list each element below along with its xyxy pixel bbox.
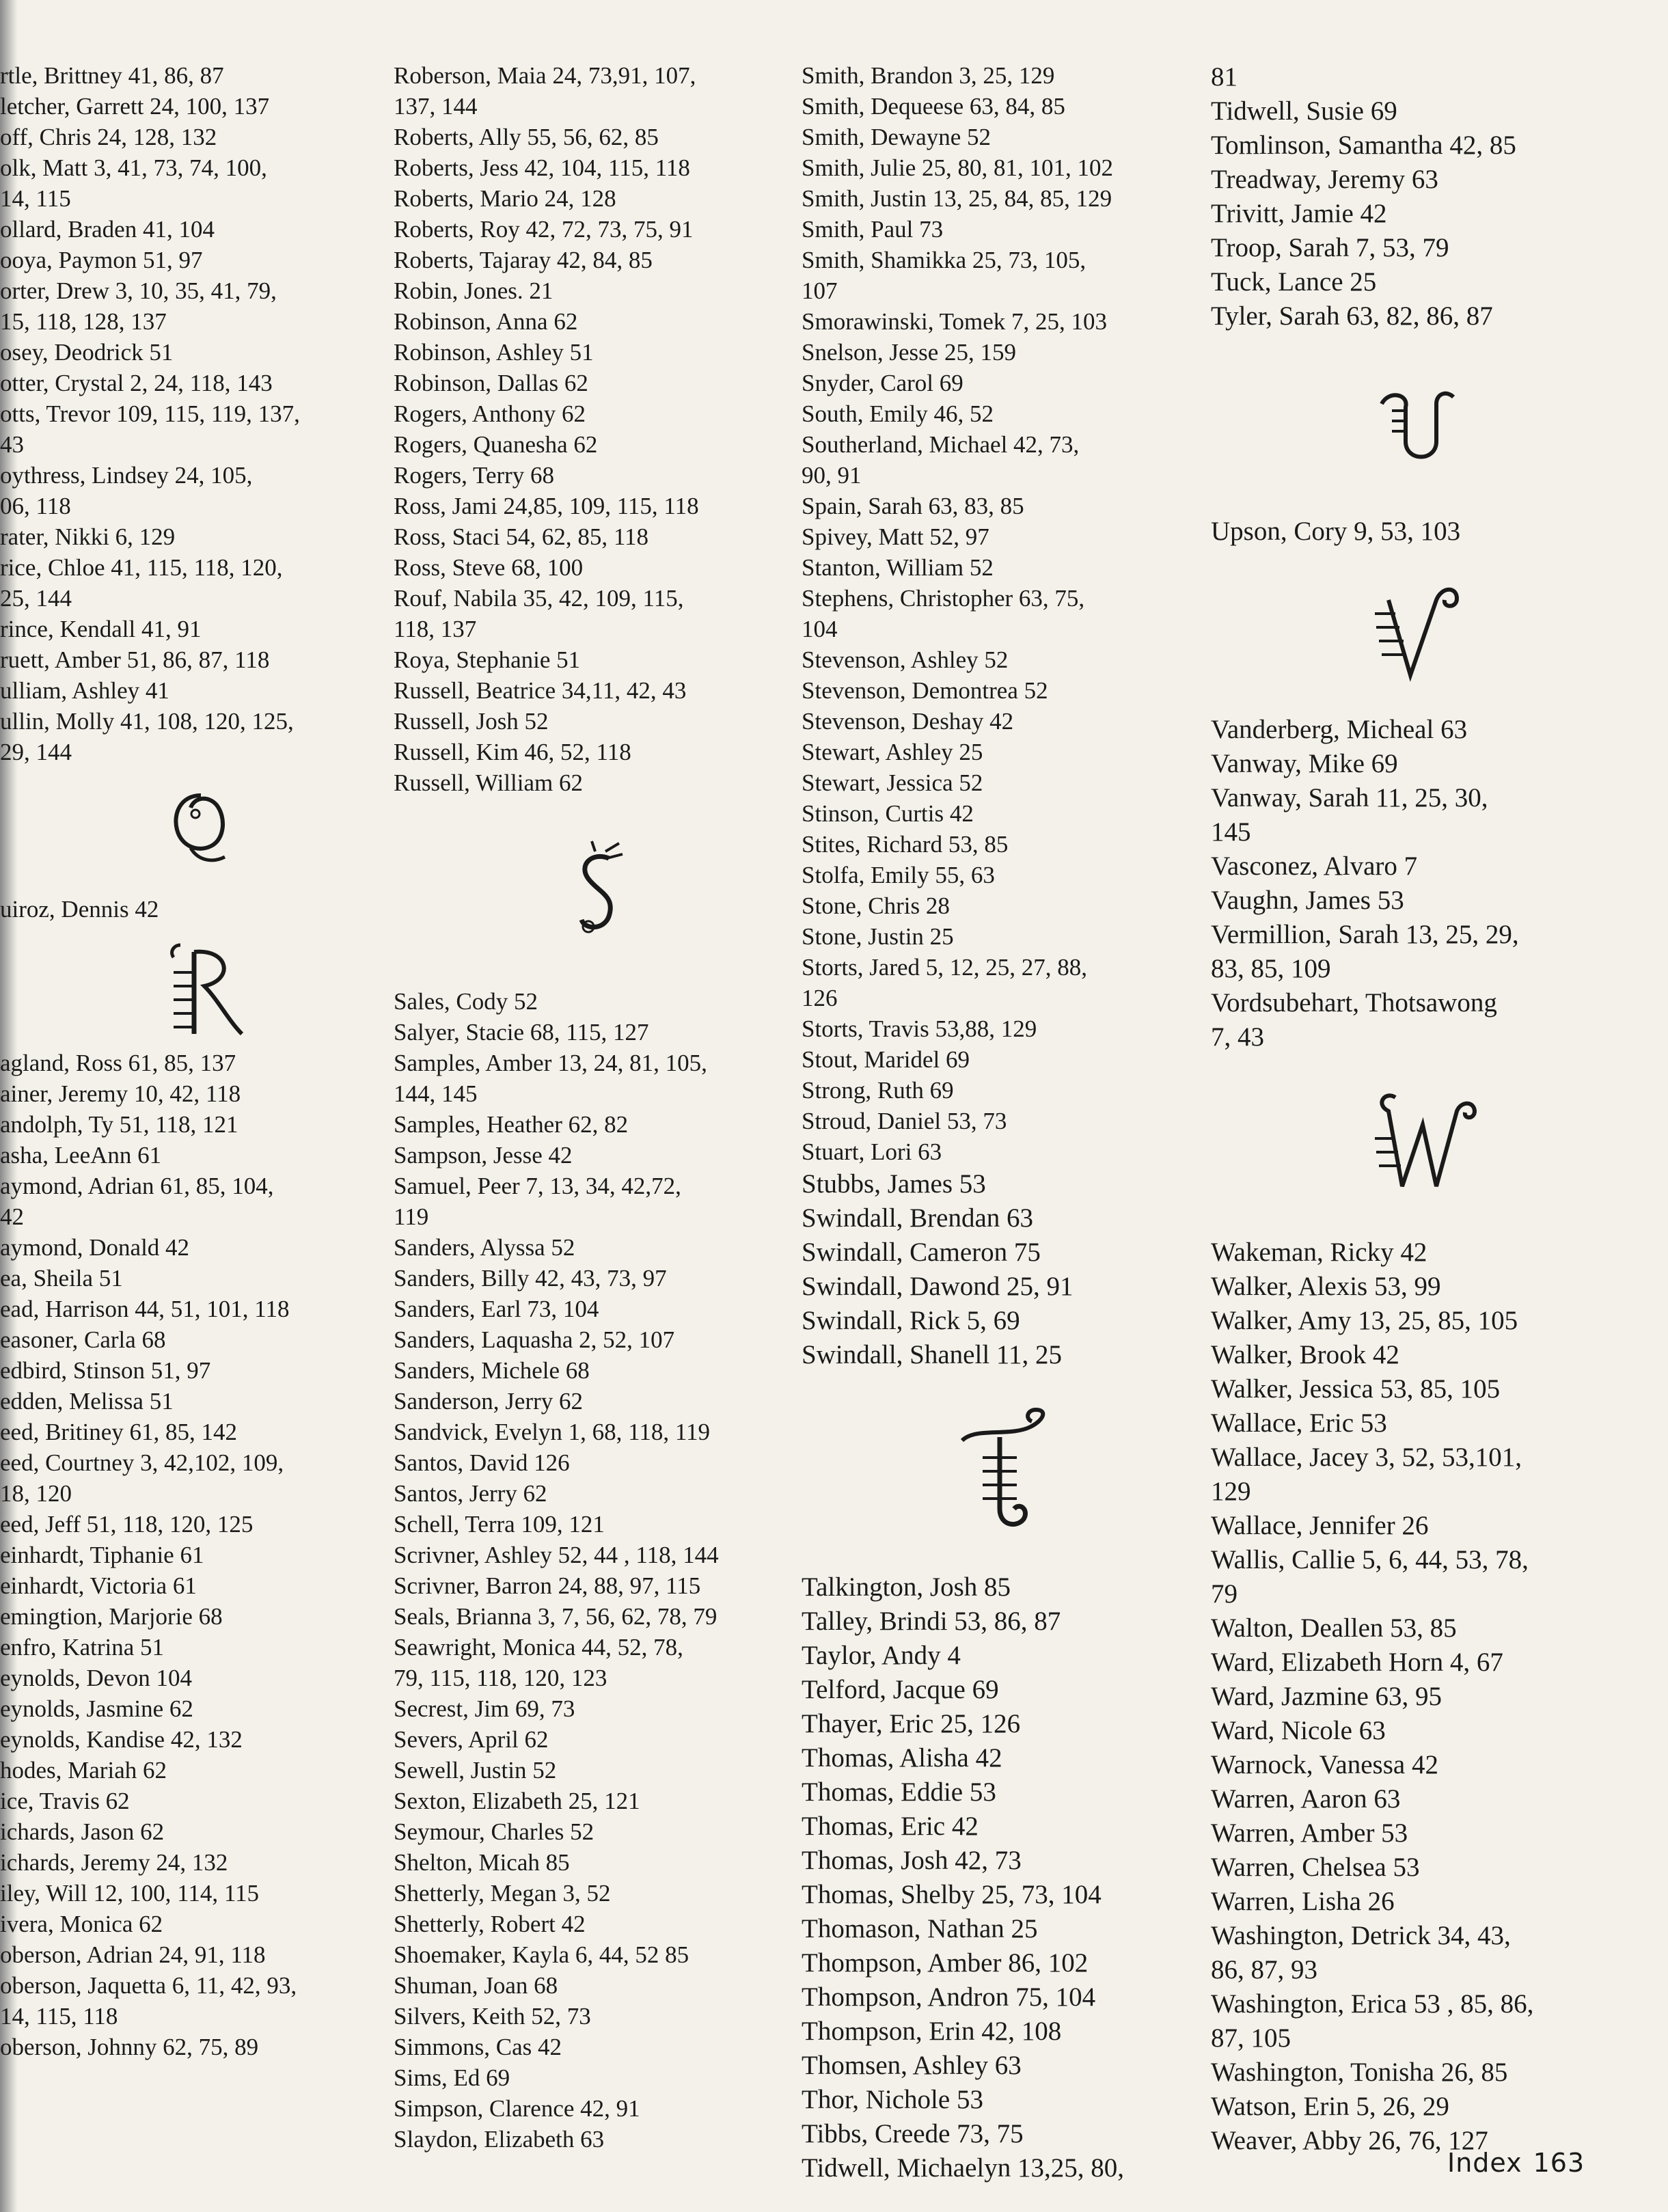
- index-entry: ichards, Jason 62: [0, 1818, 165, 1845]
- index-entry: Shelton, Micah 85: [394, 1849, 570, 1876]
- index-entry: Scrivner, Ashley 52, 44 , 118, 144: [394, 1542, 719, 1568]
- index-entry: Shuman, Joan 68: [394, 1972, 558, 1999]
- index-entry: ea, Sheila 51: [0, 1265, 123, 1292]
- footer-section-label: Index: [1447, 2148, 1522, 2178]
- index-entry: asha, LeeAnn 61: [0, 1142, 162, 1169]
- index-entry: oberson, Johnny 62, 75, 89: [0, 2034, 259, 2060]
- index-entry: rince, Kendall 41, 91: [0, 616, 202, 642]
- index-entry: 118, 137: [394, 616, 477, 642]
- entry-group-v: [1211, 713, 1621, 1054]
- index-entry: Upson, Cory 9, 53, 103: [1211, 517, 1461, 546]
- index-entry: Ross, Steve 68, 100: [394, 554, 584, 581]
- index-entry: Swindall, Brendan 63: [802, 1203, 1034, 1233]
- index-entry: Russell, Beatrice 34,11, 42, 43: [394, 677, 687, 704]
- index-entry: Southerland, Michael 42, 73,: [802, 431, 1080, 458]
- entry-group-w: [1211, 1235, 1621, 2158]
- letter-t-ornament: [802, 1372, 1205, 1570]
- page-footer: [1447, 2148, 1585, 2178]
- index-entry: Ross, Staci 54, 62, 85, 118: [394, 523, 649, 550]
- index-entry: Stuart, Lori 63: [802, 1138, 942, 1165]
- entry-group-u: [1211, 515, 1621, 549]
- letter-s-ornament: [394, 798, 797, 986]
- index-entry: Sanders, Michele 68: [394, 1357, 590, 1384]
- index-entry: Tomlinson, Samantha 42, 85: [1211, 131, 1516, 160]
- index-entry: Robinson, Dallas 62: [394, 370, 588, 396]
- index-entry: Shoemaker, Kayla 6, 44, 52 85: [394, 1941, 689, 1968]
- index-entry: Washington, Detrick 34, 43,: [1211, 1921, 1511, 1950]
- index-entry: 119: [394, 1203, 429, 1230]
- index-entry: Stanton, William 52: [802, 554, 994, 581]
- index-entry: 15, 118, 128, 137: [0, 308, 167, 335]
- index-entry: Simpson, Clarence 42, 91: [394, 2095, 640, 2122]
- index-entry: Warren, Chelsea 53: [1211, 1853, 1420, 1882]
- index-entry: ivera, Monica 62: [0, 1911, 163, 1937]
- index-entry: orter, Drew 3, 10, 35, 41, 79,: [0, 277, 277, 304]
- letter-u-ornament: [1211, 333, 1621, 515]
- index-entry: Samuel, Peer 7, 13, 34, 42,72,: [394, 1173, 681, 1199]
- index-entry: eed, Britiney 61, 85, 142: [0, 1419, 238, 1445]
- index-entry: Smith, Shamikka 25, 73, 105,: [802, 247, 1086, 273]
- index-entry: hodes, Mariah 62: [0, 1757, 167, 1784]
- index-entry: 25, 144: [0, 585, 72, 612]
- index-entry: ead, Harrison 44, 51, 101, 118: [0, 1296, 290, 1322]
- letter-q-ornament: [10, 767, 392, 894]
- index-entry: Smith, Dewayne 52: [802, 124, 992, 150]
- index-entry: Thomas, Eddie 53: [802, 1777, 996, 1807]
- index-entry: Wallace, Eric 53: [1211, 1408, 1387, 1438]
- index-entry: Storts, Travis 53,88, 129: [802, 1015, 1037, 1042]
- index-entry: Washington, Erica 53 , 85, 86,: [1211, 1989, 1534, 2019]
- index-entry: Smith, Julie 25, 80, 81, 101, 102: [802, 154, 1113, 181]
- index-entry: 14, 115, 118: [0, 2003, 118, 2030]
- index-entry: Thomas, Josh 42, 73: [802, 1846, 1022, 1875]
- index-entry: Robinson, Ashley 51: [394, 339, 594, 366]
- index-entry: 137, 144: [394, 93, 478, 120]
- index-entry: 83, 85, 109: [1211, 954, 1331, 983]
- index-entry: 79: [1211, 1579, 1238, 1609]
- index-entry: Roberts, Mario 24, 128: [394, 185, 616, 212]
- index-entry: Ward, Elizabeth Horn 4, 67: [1211, 1648, 1503, 1677]
- index-entry: Warren, Amber 53: [1211, 1818, 1408, 1848]
- index-entry: oberson, Adrian 24, 91, 118: [0, 1941, 266, 1968]
- letter-r-ornament: [10, 925, 392, 1048]
- letter-v-ornament: [1211, 549, 1621, 713]
- index-entry: Sales, Cody 52: [394, 988, 538, 1015]
- entry-group-r: [0, 1048, 392, 2062]
- index-entry: 87, 105: [1211, 2023, 1291, 2053]
- index-entry: andolph, Ty 51, 118, 121: [0, 1111, 238, 1138]
- index-entry: Wakeman, Ricky 42: [1211, 1238, 1427, 1267]
- index-entry: Samples, Heather 62, 82: [394, 1111, 629, 1138]
- index-entry: edbird, Stinson 51, 97: [0, 1357, 211, 1384]
- index-entry: Telford, Jacque 69: [802, 1675, 999, 1704]
- page-number: 163: [1533, 2148, 1585, 2178]
- index-entry: eed, Jeff 51, 118, 120, 125: [0, 1511, 254, 1538]
- entry-group-t: [802, 1570, 1205, 2185]
- index-entry: aymond, Adrian 61, 85, 104,: [0, 1173, 274, 1199]
- index-entry: Vasconez, Alvaro 7: [1211, 851, 1418, 881]
- index-entry: Seymour, Charles 52: [394, 1818, 594, 1845]
- index-entry: Sexton, Elizabeth 25, 121: [394, 1788, 640, 1814]
- index-entry: South, Emily 46, 52: [802, 400, 994, 427]
- index-entry: 79, 115, 118, 120, 123: [394, 1665, 607, 1691]
- index-entry: Shetterly, Robert 42: [394, 1911, 586, 1937]
- index-entry: Weaver, Abby 26, 76, 127: [1211, 2126, 1488, 2155]
- index-entry: aymond, Donald 42: [0, 1234, 190, 1261]
- index-entry: ooya, Paymon 51, 97: [0, 247, 203, 273]
- index-entry: Smith, Paul 73: [802, 216, 944, 243]
- index-entry: Stroud, Daniel 53, 73: [802, 1108, 1007, 1134]
- index-entry: Storts, Jared 5, 12, 25, 27, 88,: [802, 954, 1088, 981]
- index-entry: otts, Trevor 109, 115, 119, 137,: [0, 400, 300, 427]
- index-entry: off, Chris 24, 128, 132: [0, 124, 217, 150]
- index-entry: Walker, Amy 13, 25, 85, 105: [1211, 1306, 1518, 1335]
- index-entry: 129: [1211, 1477, 1251, 1506]
- index-entry: Sims, Ed 69: [394, 2064, 510, 2091]
- index-entry: Russell, Kim 46, 52, 118: [394, 739, 631, 765]
- index-entry: Salyer, Stacie 68, 115, 127: [394, 1019, 649, 1046]
- index-entry: Snelson, Jesse 25, 159: [802, 339, 1017, 366]
- index-entry: Swindall, Shanell 11, 25: [802, 1340, 1062, 1369]
- index-entry: Stevenson, Ashley 52: [802, 646, 1009, 673]
- index-entry: Rogers, Quanesha 62: [394, 431, 598, 458]
- index-entry: emingtion, Marjorie 68: [0, 1603, 223, 1630]
- index-entry: Vermillion, Sarah 13, 25, 29,: [1211, 920, 1519, 949]
- index-entry: Ward, Nicole 63: [1211, 1716, 1386, 1745]
- index-entry: Thompson, Amber 86, 102: [802, 1948, 1089, 1978]
- index-entry: Sandvick, Evelyn 1, 68, 118, 119: [394, 1419, 711, 1445]
- index-entry: Spain, Sarah 63, 83, 85: [802, 493, 1024, 519]
- index-entry: easoner, Carla 68: [0, 1326, 166, 1353]
- index-entry: Smith, Justin 13, 25, 84, 85, 129: [802, 185, 1112, 212]
- index-entry: Sanders, Alyssa 52: [394, 1234, 575, 1261]
- index-entry: Thompson, Erin 42, 108: [802, 2017, 1062, 2046]
- entry-group-p: [0, 60, 392, 767]
- index-entry: einhardt, Victoria 61: [0, 1572, 197, 1599]
- index-entry: Roberts, Jess 42, 104, 115, 118: [394, 154, 690, 181]
- index-entry: 144, 145: [394, 1080, 478, 1107]
- letter-w-ornament: [1211, 1054, 1621, 1235]
- index-entry: Vaughn, James 53: [1211, 886, 1404, 915]
- index-entry: Ward, Jazmine 63, 95: [1211, 1682, 1443, 1711]
- index-entry: 126: [802, 985, 838, 1011]
- index-entry: Vanway, Sarah 11, 25, 30,: [1211, 783, 1488, 813]
- index-entry: oberson, Jaquetta 6, 11, 42, 93,: [0, 1972, 297, 1999]
- index-entry: eynolds, Kandise 42, 132: [0, 1726, 243, 1753]
- index-entry: Stevenson, Demontrea 52: [802, 677, 1048, 704]
- index-entry: Secrest, Jim 69, 73: [394, 1695, 575, 1722]
- entry-group-s: [394, 986, 797, 2155]
- index-entry: Taylor, Andy 4: [802, 1641, 961, 1670]
- index-entry: Roberts, Tajaray 42, 84, 85: [394, 247, 653, 273]
- index-entry: Stubbs, James 53: [802, 1169, 986, 1199]
- index-entry: Trivitt, Jamie 42: [1211, 199, 1387, 228]
- index-entry: Simmons, Cas 42: [394, 2034, 562, 2060]
- index-entry: Seals, Brianna 3, 7, 56, 62, 78, 79: [394, 1603, 717, 1630]
- index-entry: 107: [802, 277, 838, 304]
- index-entry: Santos, Jerry 62: [394, 1480, 547, 1507]
- entry-group-t: [1211, 60, 1621, 333]
- index-entry: iley, Will 12, 100, 114, 115: [0, 1880, 260, 1907]
- index-entry: otter, Crystal 2, 24, 118, 143: [0, 370, 273, 396]
- index-entry: Stewart, Jessica 52: [802, 769, 983, 796]
- index-column-2: [394, 60, 797, 2155]
- index-entry: 43: [0, 431, 24, 458]
- index-entry: Warren, Aaron 63: [1211, 1784, 1401, 1814]
- index-entry: Santos, David 126: [394, 1449, 570, 1476]
- index-entry: rtle, Brittney 41, 86, 87: [0, 62, 224, 89]
- index-entry: Wallis, Callie 5, 6, 44, 53, 78,: [1211, 1545, 1529, 1574]
- index-entry: 14, 115: [0, 185, 71, 212]
- index-entry: osey, Deodrick 51: [0, 339, 174, 366]
- index-entry: rater, Nikki 6, 129: [0, 523, 176, 550]
- index-entry: 145: [1211, 817, 1251, 847]
- index-entry: Vanway, Mike 69: [1211, 749, 1398, 778]
- index-entry: Treadway, Jeremy 63: [1211, 165, 1438, 194]
- index-entry: Sanders, Earl 73, 104: [394, 1296, 599, 1322]
- index-entry: Rogers, Terry 68: [394, 462, 555, 489]
- index-entry: Strong, Ruth 69: [802, 1077, 954, 1104]
- index-entry: Swindall, Dawond 25, 91: [802, 1272, 1074, 1301]
- index-column-4: [1211, 60, 1621, 2158]
- index-entry: Samples, Amber 13, 24, 81, 105,: [394, 1050, 707, 1076]
- index-entry: Spivey, Matt 52, 97: [802, 523, 989, 550]
- index-entry: ruett, Amber 51, 86, 87, 118: [0, 646, 270, 673]
- index-entry: 86, 87, 93: [1211, 1955, 1317, 1984]
- index-entry: 29, 144: [0, 739, 72, 765]
- index-entry: Stolfa, Emily 55, 63: [802, 862, 995, 888]
- entry-group-s-large: [802, 1167, 1205, 1372]
- index-entry: ollard, Braden 41, 104: [0, 216, 215, 243]
- index-entry: eynolds, Devon 104: [0, 1665, 192, 1691]
- index-entry: Stone, Justin 25: [802, 923, 954, 950]
- index-entry: uiroz, Dennis 42: [0, 896, 159, 923]
- index-entry: Russell, William 62: [394, 769, 583, 796]
- index-entry: Robinson, Anna 62: [394, 308, 578, 335]
- index-entry: Roberts, Roy 42, 72, 73, 75, 91: [394, 216, 694, 243]
- index-entry: enfro, Katrina 51: [0, 1634, 165, 1661]
- index-entry: ulliam, Ashley 41: [0, 677, 169, 704]
- index-entry: Troop, Sarah 7, 53, 79: [1211, 233, 1449, 262]
- index-entry: Walker, Jessica 53, 85, 105: [1211, 1374, 1501, 1404]
- index-entry: Warren, Lisha 26: [1211, 1887, 1395, 1916]
- index-entry: Vanderberg, Micheal 63: [1211, 715, 1468, 744]
- index-entry: Snyder, Carol 69: [802, 370, 963, 396]
- index-entry: Silvers, Keith 52, 73: [394, 2003, 591, 2030]
- index-entry: Warnock, Vanessa 42: [1211, 1750, 1438, 1779]
- index-entry: Smith, Brandon 3, 25, 129: [802, 62, 1055, 89]
- index-entry: Washington, Tonisha 26, 85: [1211, 2058, 1508, 2087]
- index-entry: olk, Matt 3, 41, 73, 74, 100,: [0, 154, 267, 181]
- index-entry: Sanders, Laquasha 2, 52, 107: [394, 1326, 675, 1353]
- index-entry: Vordsubehart, Thotsawong: [1211, 988, 1497, 1018]
- index-entry: Roberts, Ally 55, 56, 62, 85: [394, 124, 659, 150]
- index-entry: Smith, Dequeese 63, 84, 85: [802, 93, 1065, 120]
- index-entry: 7, 43: [1211, 1022, 1264, 1052]
- index-entry: Shetterly, Megan 3, 52: [394, 1880, 611, 1907]
- index-entry: Sanderson, Jerry 62: [394, 1388, 584, 1415]
- index-entry: Thomas, Eric 42: [802, 1812, 979, 1841]
- index-entry: Thomsen, Ashley 63: [802, 2051, 1022, 2080]
- index-entry: Thor, Nichole 53: [802, 2085, 983, 2114]
- index-entry: Stone, Chris 28: [802, 892, 950, 919]
- index-entry: rice, Chloe 41, 115, 118, 120,: [0, 554, 283, 581]
- index-entry: ice, Travis 62: [0, 1788, 130, 1814]
- index-entry: Talkington, Josh 85: [802, 1572, 1011, 1602]
- index-entry: Slaydon, Elizabeth 63: [394, 2126, 605, 2153]
- index-entry: einhardt, Tiphanie 61: [0, 1542, 204, 1568]
- index-entry: 06, 118: [0, 493, 71, 519]
- index-entry: Russell, Josh 52: [394, 708, 549, 735]
- index-entry: Tuck, Lance 25: [1211, 267, 1377, 297]
- index-entry: Tidwell, Michaelyn 13,25, 80,: [802, 2153, 1124, 2183]
- index-entry: Thompson, Andron 75, 104: [802, 1982, 1096, 2012]
- index-entry: letcher, Garrett 24, 100, 137: [0, 93, 270, 120]
- index-entry: agland, Ross 61, 85, 137: [0, 1050, 236, 1076]
- index-entry: Thayer, Eric 25, 126: [802, 1709, 1021, 1738]
- entry-group-q: [0, 894, 392, 925]
- index-entry: Wallace, Jennifer 26: [1211, 1511, 1429, 1540]
- index-entry: Schell, Terra 109, 121: [394, 1511, 605, 1538]
- index-entry: Swindall, Cameron 75: [802, 1238, 1041, 1267]
- index-entry: Sanders, Billy 42, 43, 73, 97: [394, 1265, 667, 1292]
- index-entry: Walton, Deallen 53, 85: [1211, 1613, 1457, 1643]
- index-entry: Sampson, Jesse 42: [394, 1142, 573, 1169]
- index-entry: 90, 91: [802, 462, 862, 489]
- index-entry: Stinson, Curtis 42: [802, 800, 974, 827]
- index-entry: Thomason, Nathan 25: [802, 1914, 1038, 1943]
- index-entry: Robin, Jones. 21: [394, 277, 553, 304]
- index-entry: Thomas, Alisha 42: [802, 1743, 1002, 1773]
- entry-group-r: [394, 60, 797, 798]
- index-entry: 81: [1211, 62, 1238, 92]
- index-entry: Tyler, Sarah 63, 82, 86, 87: [1211, 301, 1493, 331]
- index-entry: Sewell, Justin 52: [394, 1757, 557, 1784]
- index-entry: Roberson, Maia 24, 73,91, 107,: [394, 62, 696, 89]
- index-entry: Rouf, Nabila 35, 42, 109, 115,: [394, 585, 684, 612]
- index-entry: Stephens, Christopher 63, 75,: [802, 585, 1085, 612]
- index-entry: Stewart, Ashley 25: [802, 739, 983, 765]
- index-entry: Severs, April 62: [394, 1726, 549, 1753]
- index-entry: ichards, Jeremy 24, 132: [0, 1849, 228, 1876]
- index-entry: Ross, Jami 24,85, 109, 115, 118: [394, 493, 699, 519]
- index-entry: oythress, Lindsey 24, 105,: [0, 462, 253, 489]
- index-column-1: [0, 60, 392, 2062]
- index-entry: Walker, Brook 42: [1211, 1340, 1399, 1369]
- index-entry: 104: [802, 616, 838, 642]
- entry-group-s: [802, 60, 1205, 1167]
- index-entry: Stout, Maridel 69: [802, 1046, 970, 1073]
- index-entry: Thomas, Shelby 25, 73, 104: [802, 1880, 1102, 1909]
- index-entry: edden, Melissa 51: [0, 1388, 174, 1415]
- index-entry: Stites, Richard 53, 85: [802, 831, 1009, 858]
- index-entry: Stevenson, Deshay 42: [802, 708, 1014, 735]
- index-entry: ullin, Molly 41, 108, 120, 125,: [0, 708, 294, 735]
- index-entry: Rogers, Anthony 62: [394, 400, 586, 427]
- index-entry: Talley, Brindi 53, 86, 87: [802, 1607, 1061, 1636]
- index-entry: Tibbs, Creede 73, 75: [802, 2119, 1024, 2148]
- index-entry: Tidwell, Susie 69: [1211, 96, 1397, 126]
- index-column-3: [802, 60, 1205, 2185]
- index-entry: ainer, Jeremy 10, 42, 118: [0, 1080, 241, 1107]
- index-entry: Seawright, Monica 44, 52, 78,: [394, 1634, 683, 1661]
- index-entry: Watson, Erin 5, 26, 29: [1211, 2092, 1449, 2121]
- index-entry: 42: [0, 1203, 24, 1230]
- index-entry: Scrivner, Barron 24, 88, 97, 115: [394, 1572, 701, 1599]
- index-entry: 18, 120: [0, 1480, 72, 1507]
- index-entry: Smorawinski, Tomek 7, 25, 103: [802, 308, 1108, 335]
- index-entry: eed, Courtney 3, 42,102, 109,: [0, 1449, 284, 1476]
- index-entry: eynolds, Jasmine 62: [0, 1695, 193, 1722]
- index-entry: Walker, Alexis 53, 99: [1211, 1272, 1441, 1301]
- index-entry: Wallace, Jacey 3, 52, 53,101,: [1211, 1443, 1522, 1472]
- index-entry: Swindall, Rick 5, 69: [802, 1306, 1020, 1335]
- index-entry: Roya, Stephanie 51: [394, 646, 581, 673]
